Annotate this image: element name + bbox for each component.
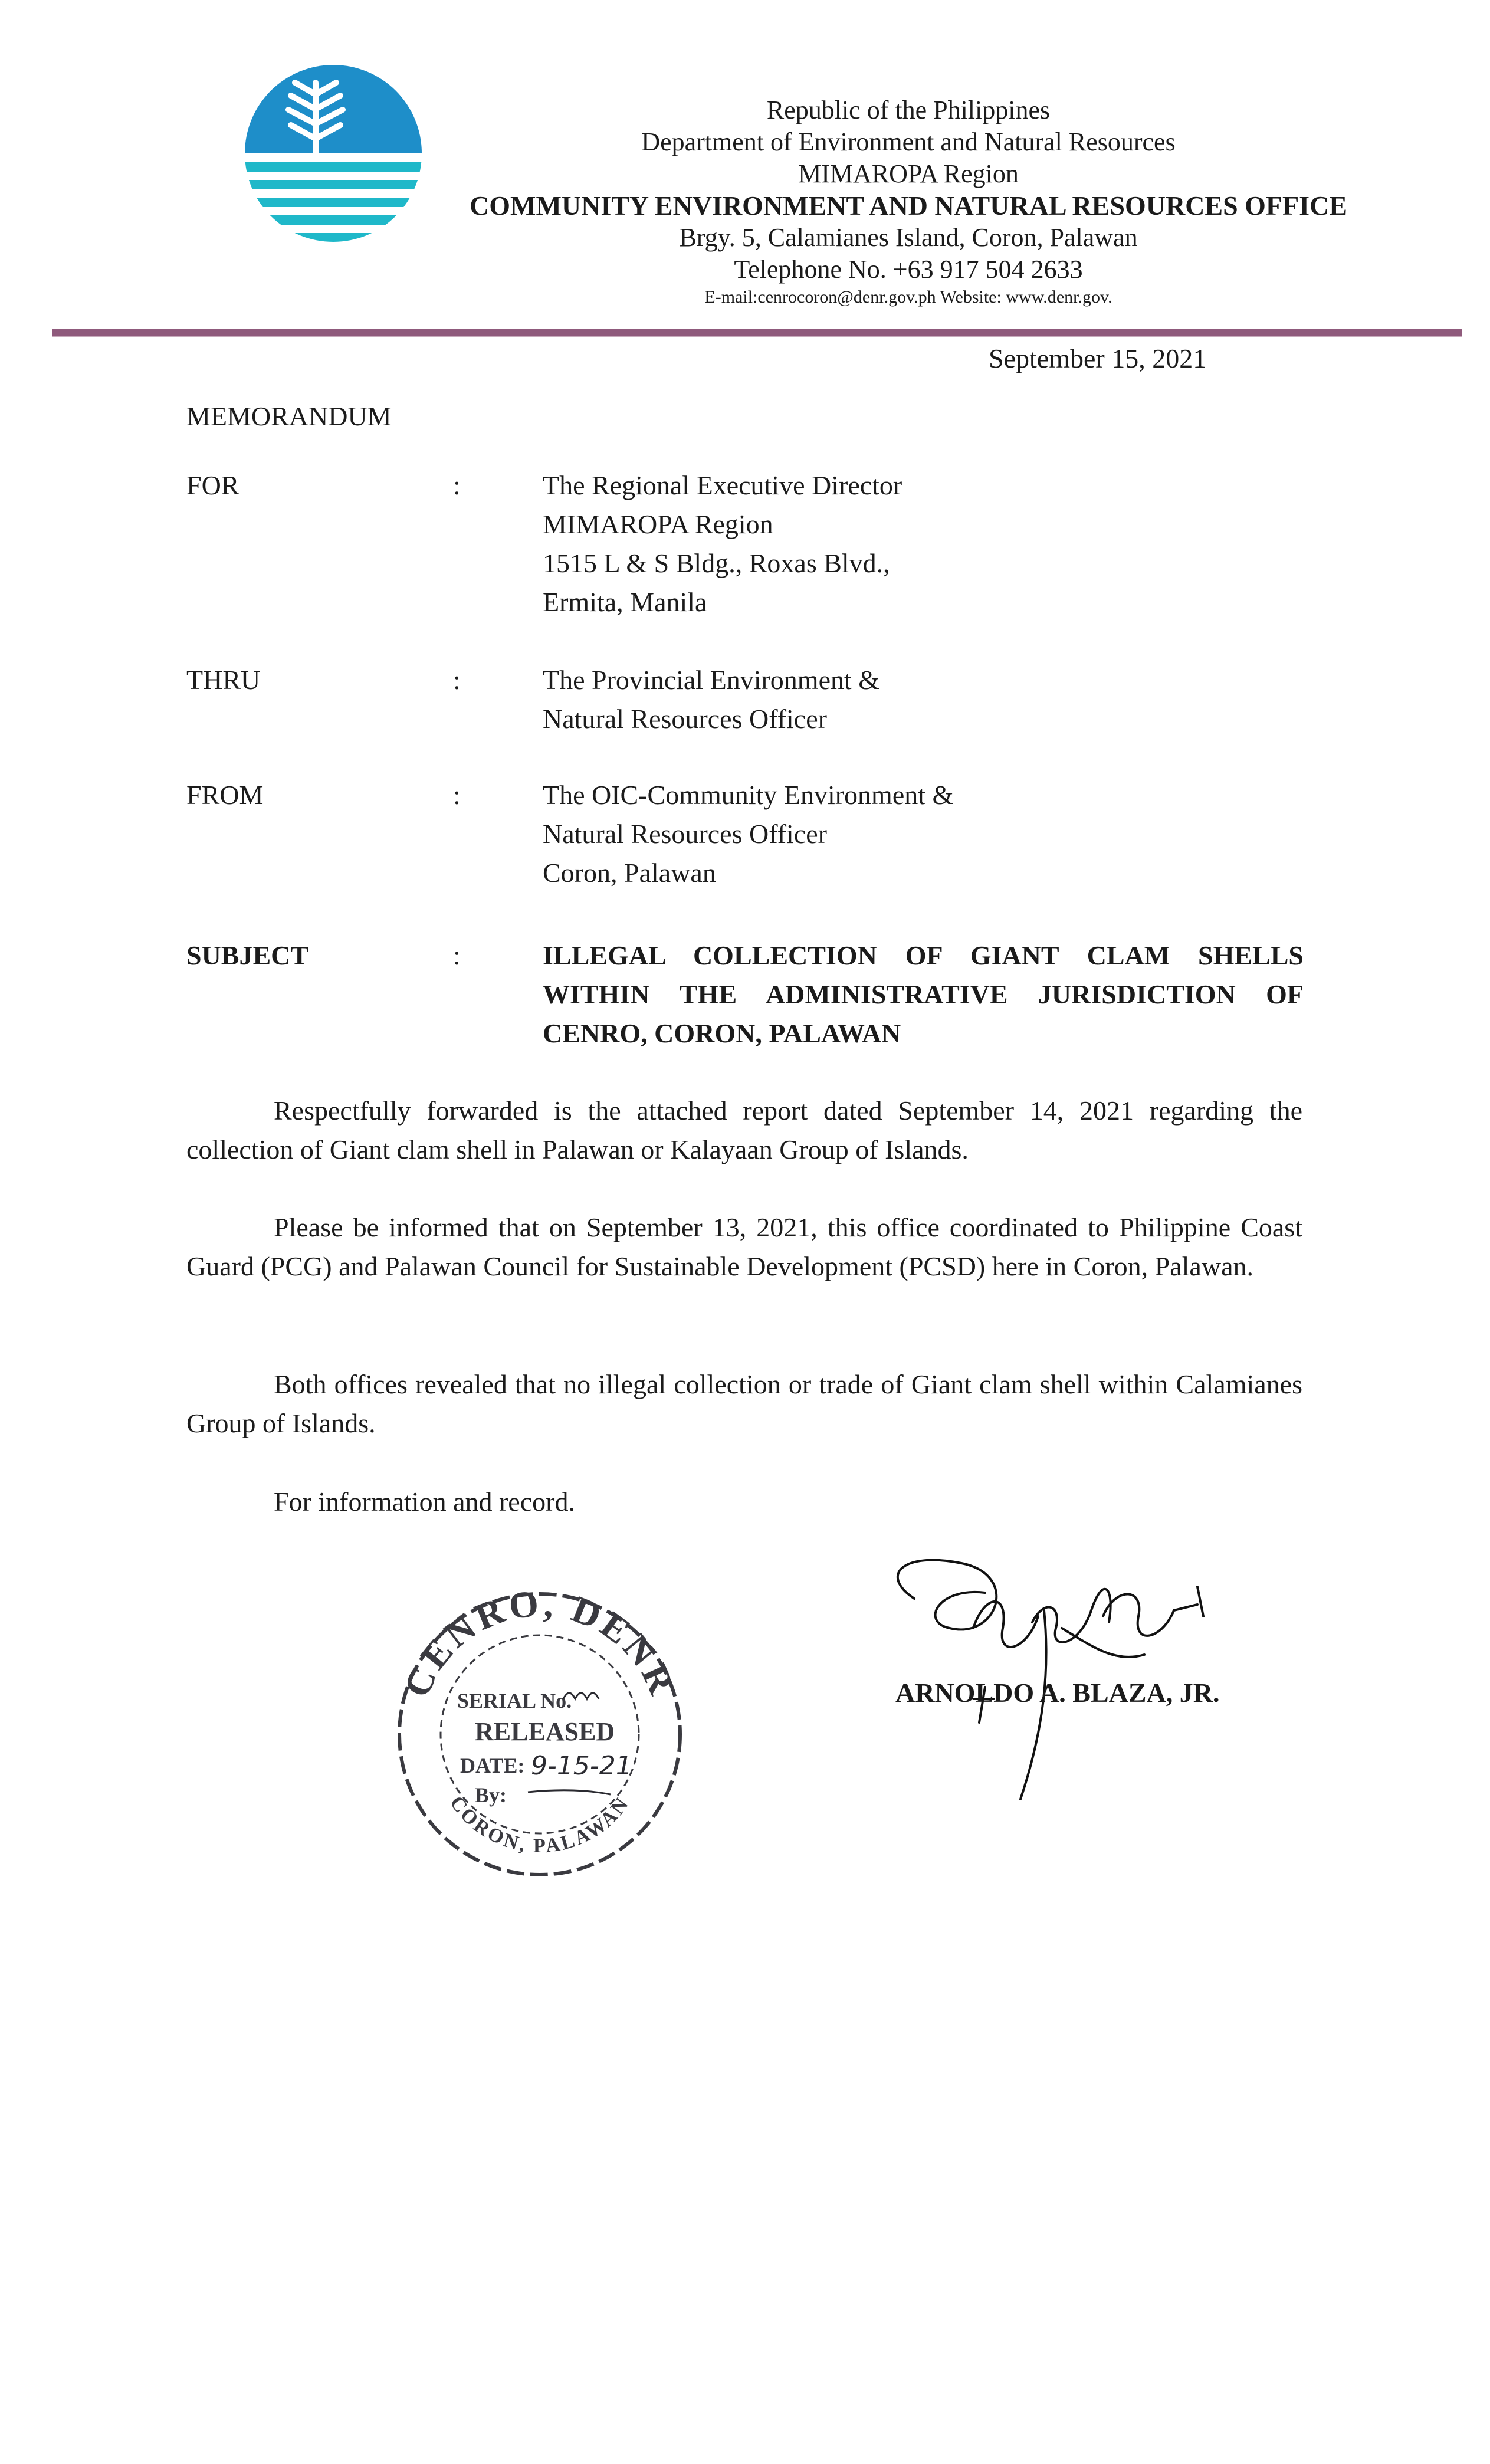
from-line: Coron, Palawan xyxy=(543,858,716,888)
stamp-released-label: RELEASED xyxy=(475,1717,615,1746)
letterhead-office: COMMUNITY ENVIRONMENT AND NATURAL RESOURCES OFFICE xyxy=(470,191,1347,221)
for-line: The Regional Executive Director xyxy=(543,470,902,500)
for-line: MIMAROPA Region xyxy=(543,509,773,539)
letterhead xyxy=(354,94,1463,309)
letterhead-telephone: Telephone No. +63 917 504 2633 xyxy=(734,255,1083,284)
thru-addressee xyxy=(543,661,879,739)
body-paragraph: Please be informed that on September 13, 2021, this office coordinated to Philippine Coast Guard (PCG) and Palawan Council for Sustainable Development (PCSD) here in Coron, Palawan. xyxy=(186,1212,1302,1281)
thru-line: Natural Resources Officer xyxy=(543,704,827,734)
stamp-bottom-text: CORON, PALAWAN xyxy=(445,1792,634,1858)
for-colon: : xyxy=(453,470,461,500)
subject-label: SUBJECT xyxy=(186,940,309,970)
memo-title: MEMORANDUM xyxy=(186,401,392,431)
letterhead-email-website: E-mail:cenrocoron@denr.gov.ph Website: www.denr.gov. xyxy=(704,287,1112,307)
subject-text: ILLEGAL COLLECTION OF GIANT CLAM SHELLS WITHIN THE ADMINISTRATIVE JURISDICTION OF CENRO, CORON, PALAWAN xyxy=(543,940,1304,1048)
stamp-by-label: By: xyxy=(475,1783,507,1807)
stamp-serial-label: SERIAL No. xyxy=(457,1689,572,1712)
for-line: 1515 L & S Bldg., Roxas Blvd., xyxy=(543,548,890,578)
from-colon: : xyxy=(453,780,461,810)
thru-label: THRU xyxy=(186,665,261,695)
letterhead-country: Republic of the Philippines xyxy=(766,96,1051,124)
from-sender xyxy=(543,776,953,893)
letterhead-region: MIMAROPA Region xyxy=(798,159,1019,188)
from-line: The OIC-Community Environment & xyxy=(543,780,954,810)
header-divider xyxy=(52,329,1462,337)
body-paragraph: Respectfully forwarded is the attached report dated September 14, 2021 regarding the collection of Giant clam shell in Palawan or Kalayaan Group of Islands. xyxy=(186,1095,1302,1164)
from-label: FROM xyxy=(186,780,264,810)
letterhead-department: Department of Environment and Natural Resources xyxy=(641,127,1176,156)
for-addressee xyxy=(543,466,902,622)
body-paragraph: For information and record. xyxy=(274,1487,575,1517)
from-line: Natural Resources Officer xyxy=(543,819,827,849)
memo-date: September 15, 2021 xyxy=(989,343,1207,373)
stamp-date-value: 9-15-21 xyxy=(531,1751,632,1781)
released-stamp xyxy=(386,1581,693,1888)
letterhead-address: Brgy. 5, Calamianes Island, Coron, Palawan xyxy=(679,223,1138,252)
stamp-top-text: CENRO, DENR xyxy=(395,1582,684,1704)
signer-name: ARNOLDO A. BLAZA, JR. xyxy=(895,1678,1220,1708)
subject-colon: : xyxy=(453,940,461,970)
body-paragraph: Both offices revealed that no illegal collection or trade of Giant clam shell within Calamianes Group of Islands. xyxy=(186,1369,1302,1438)
for-line: Ermita, Manila xyxy=(543,587,707,617)
thru-colon: : xyxy=(453,665,461,695)
stamp-date-label: DATE: xyxy=(460,1754,525,1777)
for-label: FOR xyxy=(186,470,239,500)
thru-line: The Provincial Environment & xyxy=(543,665,880,695)
